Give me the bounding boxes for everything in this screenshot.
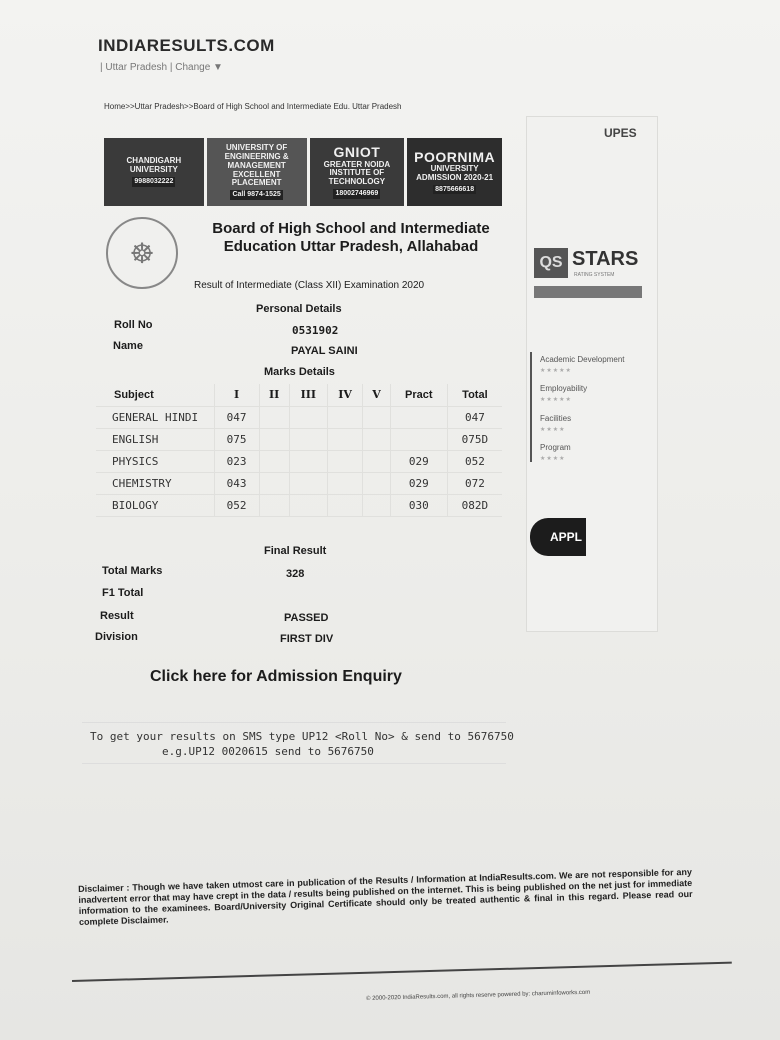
sms-example: e.g.UP12 0020615 send to 5676750 <box>162 745 374 758</box>
col-ii: II <box>259 384 289 406</box>
mark-i-cell: 043 <box>214 472 259 494</box>
board-title: Board of High School and Intermediate Education Uttar Pradesh, Allahabad <box>212 220 490 255</box>
ad-poornima[interactable]: POORNIMA UNIVERSITY ADMISSION 2020-21 8875666618 <box>407 138 502 206</box>
mark-i-cell: 075 <box>214 428 259 450</box>
star-rating-icon: ★★★★★ <box>540 397 572 403</box>
result-label: Result <box>100 610 134 622</box>
admission-enquiry-link[interactable]: Click here for Admission Enquiry <box>150 668 402 685</box>
state-selector[interactable]: | Uttar Pradesh | Change ▼ <box>100 62 223 73</box>
name-label: Name <box>113 340 143 352</box>
pract-cell <box>390 428 447 450</box>
breadcrumb[interactable]: Home>>Uttar Pradesh>>Board of High School and Intermediate Edu. Uttar Pradesh <box>104 102 402 111</box>
rating-category: Program <box>540 443 571 452</box>
qs-stars-label: STARS <box>572 248 639 270</box>
table-row <box>96 428 502 450</box>
f1-total-label: F1 Total <box>102 587 144 599</box>
rating-category: Facilities <box>540 414 572 423</box>
ad-banner-strip <box>104 138 502 206</box>
marks-details-heading: Marks Details <box>264 366 335 378</box>
upes-logo[interactable]: UPES <box>604 126 637 140</box>
total-marks-value: 328 <box>286 568 305 580</box>
qs-bar <box>534 286 642 298</box>
rating-category: Employability <box>540 384 588 393</box>
final-result-heading: Final Result <box>264 545 327 557</box>
division-label: Division <box>95 631 138 643</box>
result-value: PASSED <box>284 612 329 624</box>
exam-title: Result of Intermediate (Class XII) Examination 2020 <box>194 280 425 291</box>
col-subject: Subject <box>96 384 214 406</box>
pract-cell <box>390 406 447 428</box>
total-cell: 052 <box>447 450 502 472</box>
sidebar-divider <box>530 352 532 462</box>
name-value: PAYAL SAINI <box>291 345 358 357</box>
mark-i-cell: 023 <box>214 450 259 472</box>
subject-cell: ENGLISH <box>96 428 214 450</box>
roll-no-label: Roll No <box>114 319 153 331</box>
subject-cell: CHEMISTRY <box>96 472 214 494</box>
qs-rating-system-label: RATING SYSTEM <box>574 272 615 278</box>
col-total: Total <box>447 384 502 406</box>
mark-i-cell: 047 <box>214 406 259 428</box>
disclaimer-text: Disclaimer : Though we have taken utmost care in publication of the Results / Information at IndiaResults.com. We are not responsible for any inadvertent error that may have crept in the data / results being published on the internet. This is being published on the net just for immediate information to the examinees. Board/University Original Certificate should only be treated authentic & final in this regard. Please read our complete Disclaimer. <box>78 866 693 927</box>
qs-stars-badge[interactable] <box>534 248 642 300</box>
marks-header-row <box>96 384 502 406</box>
col-pract: Pract <box>390 384 447 406</box>
table-row <box>96 406 502 428</box>
rating-category: Academic Development <box>540 355 625 364</box>
col-i: I <box>214 384 259 406</box>
star-rating-icon: ★★★★ <box>540 456 566 462</box>
table-row <box>96 450 502 472</box>
col-iv: IV <box>327 384 362 406</box>
qs-logo-icon: QS <box>534 248 568 278</box>
pract-cell: 030 <box>390 494 447 516</box>
copyright-text: © 2000-2020 IndiaResults.com, all rights reserve powered by: charuminfoworks.com <box>366 989 591 1002</box>
subject-cell: PHYSICS <box>96 450 214 472</box>
site-logo[interactable]: INDIARESULTS.COM <box>98 36 275 55</box>
board-seal-icon: ☸ <box>106 217 178 289</box>
sms-instruction: To get your results on SMS type UP12 <Roll No> & send to 5676750 <box>90 730 514 743</box>
apply-button[interactable]: APPL <box>530 518 586 556</box>
star-rating-icon: ★★★★ <box>540 427 566 433</box>
total-cell: 047 <box>447 406 502 428</box>
total-marks-label: Total Marks <box>102 565 163 577</box>
mark-i-cell: 052 <box>214 494 259 516</box>
pract-cell: 029 <box>390 472 447 494</box>
ad-chandigarh-university[interactable]: CHANDIGARH UNIVERSITY 9988032222 <box>104 138 204 206</box>
subject-cell: GENERAL HINDI <box>96 406 214 428</box>
ad-gniot[interactable]: GNIOT GREATER NOIDA INSTITUTE OF TECHNOLOGY 18002746969 <box>310 138 405 206</box>
total-cell: 082D <box>447 494 502 516</box>
marks-table <box>96 384 502 517</box>
table-row <box>96 472 502 494</box>
table-row <box>96 494 502 516</box>
ad-uem[interactable]: UNIVERSITY OF ENGINEERING & MANAGEMENT EXCELLENT PLACEMENT Call 9874-1525 <box>207 138 307 206</box>
col-v: V <box>363 384 390 406</box>
subject-cell: BIOLOGY <box>96 494 214 516</box>
total-cell: 072 <box>447 472 502 494</box>
personal-details-heading: Personal Details <box>256 303 342 315</box>
roll-no-value: 0531902 <box>292 324 339 337</box>
star-rating-icon: ★★★★★ <box>540 368 572 374</box>
col-iii: III <box>289 384 327 406</box>
pract-cell: 029 <box>390 450 447 472</box>
division-value: FIRST DIV <box>280 633 334 645</box>
total-cell: 075D <box>447 428 502 450</box>
